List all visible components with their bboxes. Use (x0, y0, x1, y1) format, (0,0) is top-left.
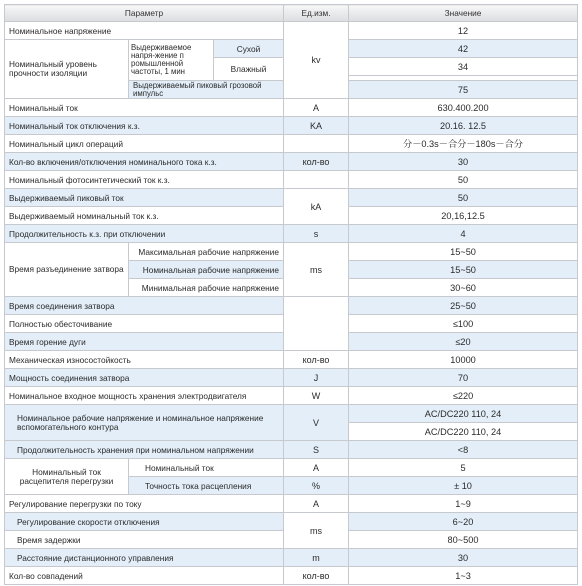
sub-label: Выдерживаемое напря-жение п ромышленной частоты, 1 мин (129, 40, 214, 81)
row-value: 75 (349, 81, 578, 99)
table-row (5, 495, 578, 513)
row-unit: KA (284, 117, 349, 135)
row-value: ± 10 (349, 477, 578, 495)
row-value: 6~20 (349, 513, 578, 531)
row-unit: A (284, 459, 349, 477)
row-unit: S (284, 441, 349, 459)
row-unit: kA (284, 189, 349, 225)
row-label: Номинальный ток отключения к.з. (5, 117, 284, 135)
row-value: AC/DC220 110, 24 (349, 423, 578, 441)
row-unit: W (284, 387, 349, 405)
header-param: Параметр (5, 5, 284, 22)
row-unit: A (284, 495, 349, 513)
row-value: 80~500 (349, 531, 578, 549)
row-value: 70 (349, 369, 578, 387)
table-row (5, 297, 578, 315)
row-value: 42 (349, 40, 578, 58)
row-value: 1~3 (349, 567, 578, 585)
row-label: Номинальный цикл операций (5, 135, 284, 153)
table-row (5, 99, 578, 117)
table-row (5, 22, 578, 40)
sub-label: Минимальная рабочие напряжение (129, 279, 284, 297)
row-label: Выдерживаемый номинальный ток к.з. (5, 207, 284, 225)
table-row (5, 405, 578, 423)
row-unit: s (284, 225, 349, 243)
table-row (5, 549, 578, 567)
row-label: Номинальный ток (5, 99, 284, 117)
table-header (5, 5, 578, 22)
row-label: Время разъединение затвора (5, 243, 129, 297)
row-value: 20,16,12.5 (349, 207, 578, 225)
table-row (5, 243, 578, 261)
row-value: 30 (349, 153, 578, 171)
sub-label: Сухой (214, 40, 284, 58)
row-unit: кол-во (284, 567, 349, 585)
row-unit: m (284, 549, 349, 567)
row-value: 15~50 (349, 243, 578, 261)
row-unit: V (284, 405, 349, 441)
row-value: 30~60 (349, 279, 578, 297)
row-value: 34 (349, 58, 578, 76)
row-value: 10000 (349, 351, 578, 369)
table-row (5, 441, 578, 459)
row-value: 50 (349, 171, 578, 189)
row-label: Номинальное напряжение (5, 22, 284, 40)
row-value: ≤220 (349, 387, 578, 405)
row-value: 分－0.3s－合分－180s－合分 (349, 135, 578, 153)
table-row (5, 153, 578, 171)
table-row (5, 225, 578, 243)
row-unit: кол-во (284, 351, 349, 369)
table-row (5, 117, 578, 135)
row-unit: J (284, 369, 349, 387)
row-label: Номинальный уровень прочности изоляции (5, 40, 129, 99)
row-label: Регулирование перегрузки по току (5, 495, 284, 513)
row-value: ≤20 (349, 333, 578, 351)
row-value: ≤100 (349, 315, 578, 333)
row-label: Продолжительность к.з. при отключении (5, 225, 284, 243)
row-label: Механическая износостойкость (5, 351, 284, 369)
row-label: Номинальное входное мощность хранения электродвигателя (5, 387, 284, 405)
row-value: 4 (349, 225, 578, 243)
header-unit: Ед.изм. (284, 5, 349, 22)
sub-label: Номинальная рабочие напряжение (129, 261, 284, 279)
sub-label: Выдерживаемый пиковый грозовой импульс (129, 81, 284, 99)
row-value: 5 (349, 459, 578, 477)
row-label: Мощность соединения затвора (5, 369, 284, 387)
row-value: 15~50 (349, 261, 578, 279)
row-value: 25~50 (349, 297, 578, 315)
sub-label: Влажный (214, 58, 284, 81)
header-value: Значение (349, 5, 578, 22)
table-row (5, 459, 578, 477)
row-label: Полностью обесточивание (5, 315, 284, 333)
table-row (5, 171, 578, 189)
row-label: Расстояние дистанционного управления (5, 549, 284, 567)
sub-label: Максимальная рабочие напряжение (129, 243, 284, 261)
row-value: 30 (349, 549, 578, 567)
row-label: Номинальное рабочие напряжение и номинальное напряжение вспомогательного контура (5, 405, 284, 441)
row-label: Кол-во включения/отключения номинального тока к.з. (5, 153, 284, 171)
row-unit: % (284, 477, 349, 495)
table-row (5, 567, 578, 585)
row-label: Время задержки (5, 531, 284, 549)
row-label: Продолжительность хранения при номинальном напряжении (5, 441, 284, 459)
table-row (5, 135, 578, 153)
row-value: AC/DC220 110, 24 (349, 405, 578, 423)
row-value: <8 (349, 441, 578, 459)
table-row (5, 189, 578, 207)
row-value: 1~9 (349, 495, 578, 513)
row-unit: ms (284, 243, 349, 297)
table-row (5, 387, 578, 405)
sub-label: Номинальный ток (129, 459, 284, 477)
row-unit: kv (284, 22, 349, 99)
table-row (5, 513, 578, 531)
row-label: Номинальный фотосинтетический ток к.з. (5, 171, 284, 189)
sub-label: Точность тока расцепления (129, 477, 284, 495)
row-label: Время горение дуги (5, 333, 284, 351)
row-value: 630.400.200 (349, 99, 578, 117)
row-label: Время соединения затвора (5, 297, 284, 315)
row-value: 12 (349, 22, 578, 40)
table-row (5, 351, 578, 369)
row-unit: кол-во (284, 153, 349, 171)
row-unit: A (284, 99, 349, 117)
row-value: 20.16. 12.5 (349, 117, 578, 135)
spec-table (4, 4, 578, 585)
row-label: Регулирование скорости отключения (5, 513, 284, 531)
row-label: Номинальный ток расцепителя перегрузки (5, 459, 129, 495)
row-value: 50 (349, 189, 578, 207)
row-label: Кол-во совпадений (5, 567, 284, 585)
row-unit: ms (284, 513, 349, 549)
table-row (5, 369, 578, 387)
row-label: Выдерживаемый пиковый ток (5, 189, 284, 207)
